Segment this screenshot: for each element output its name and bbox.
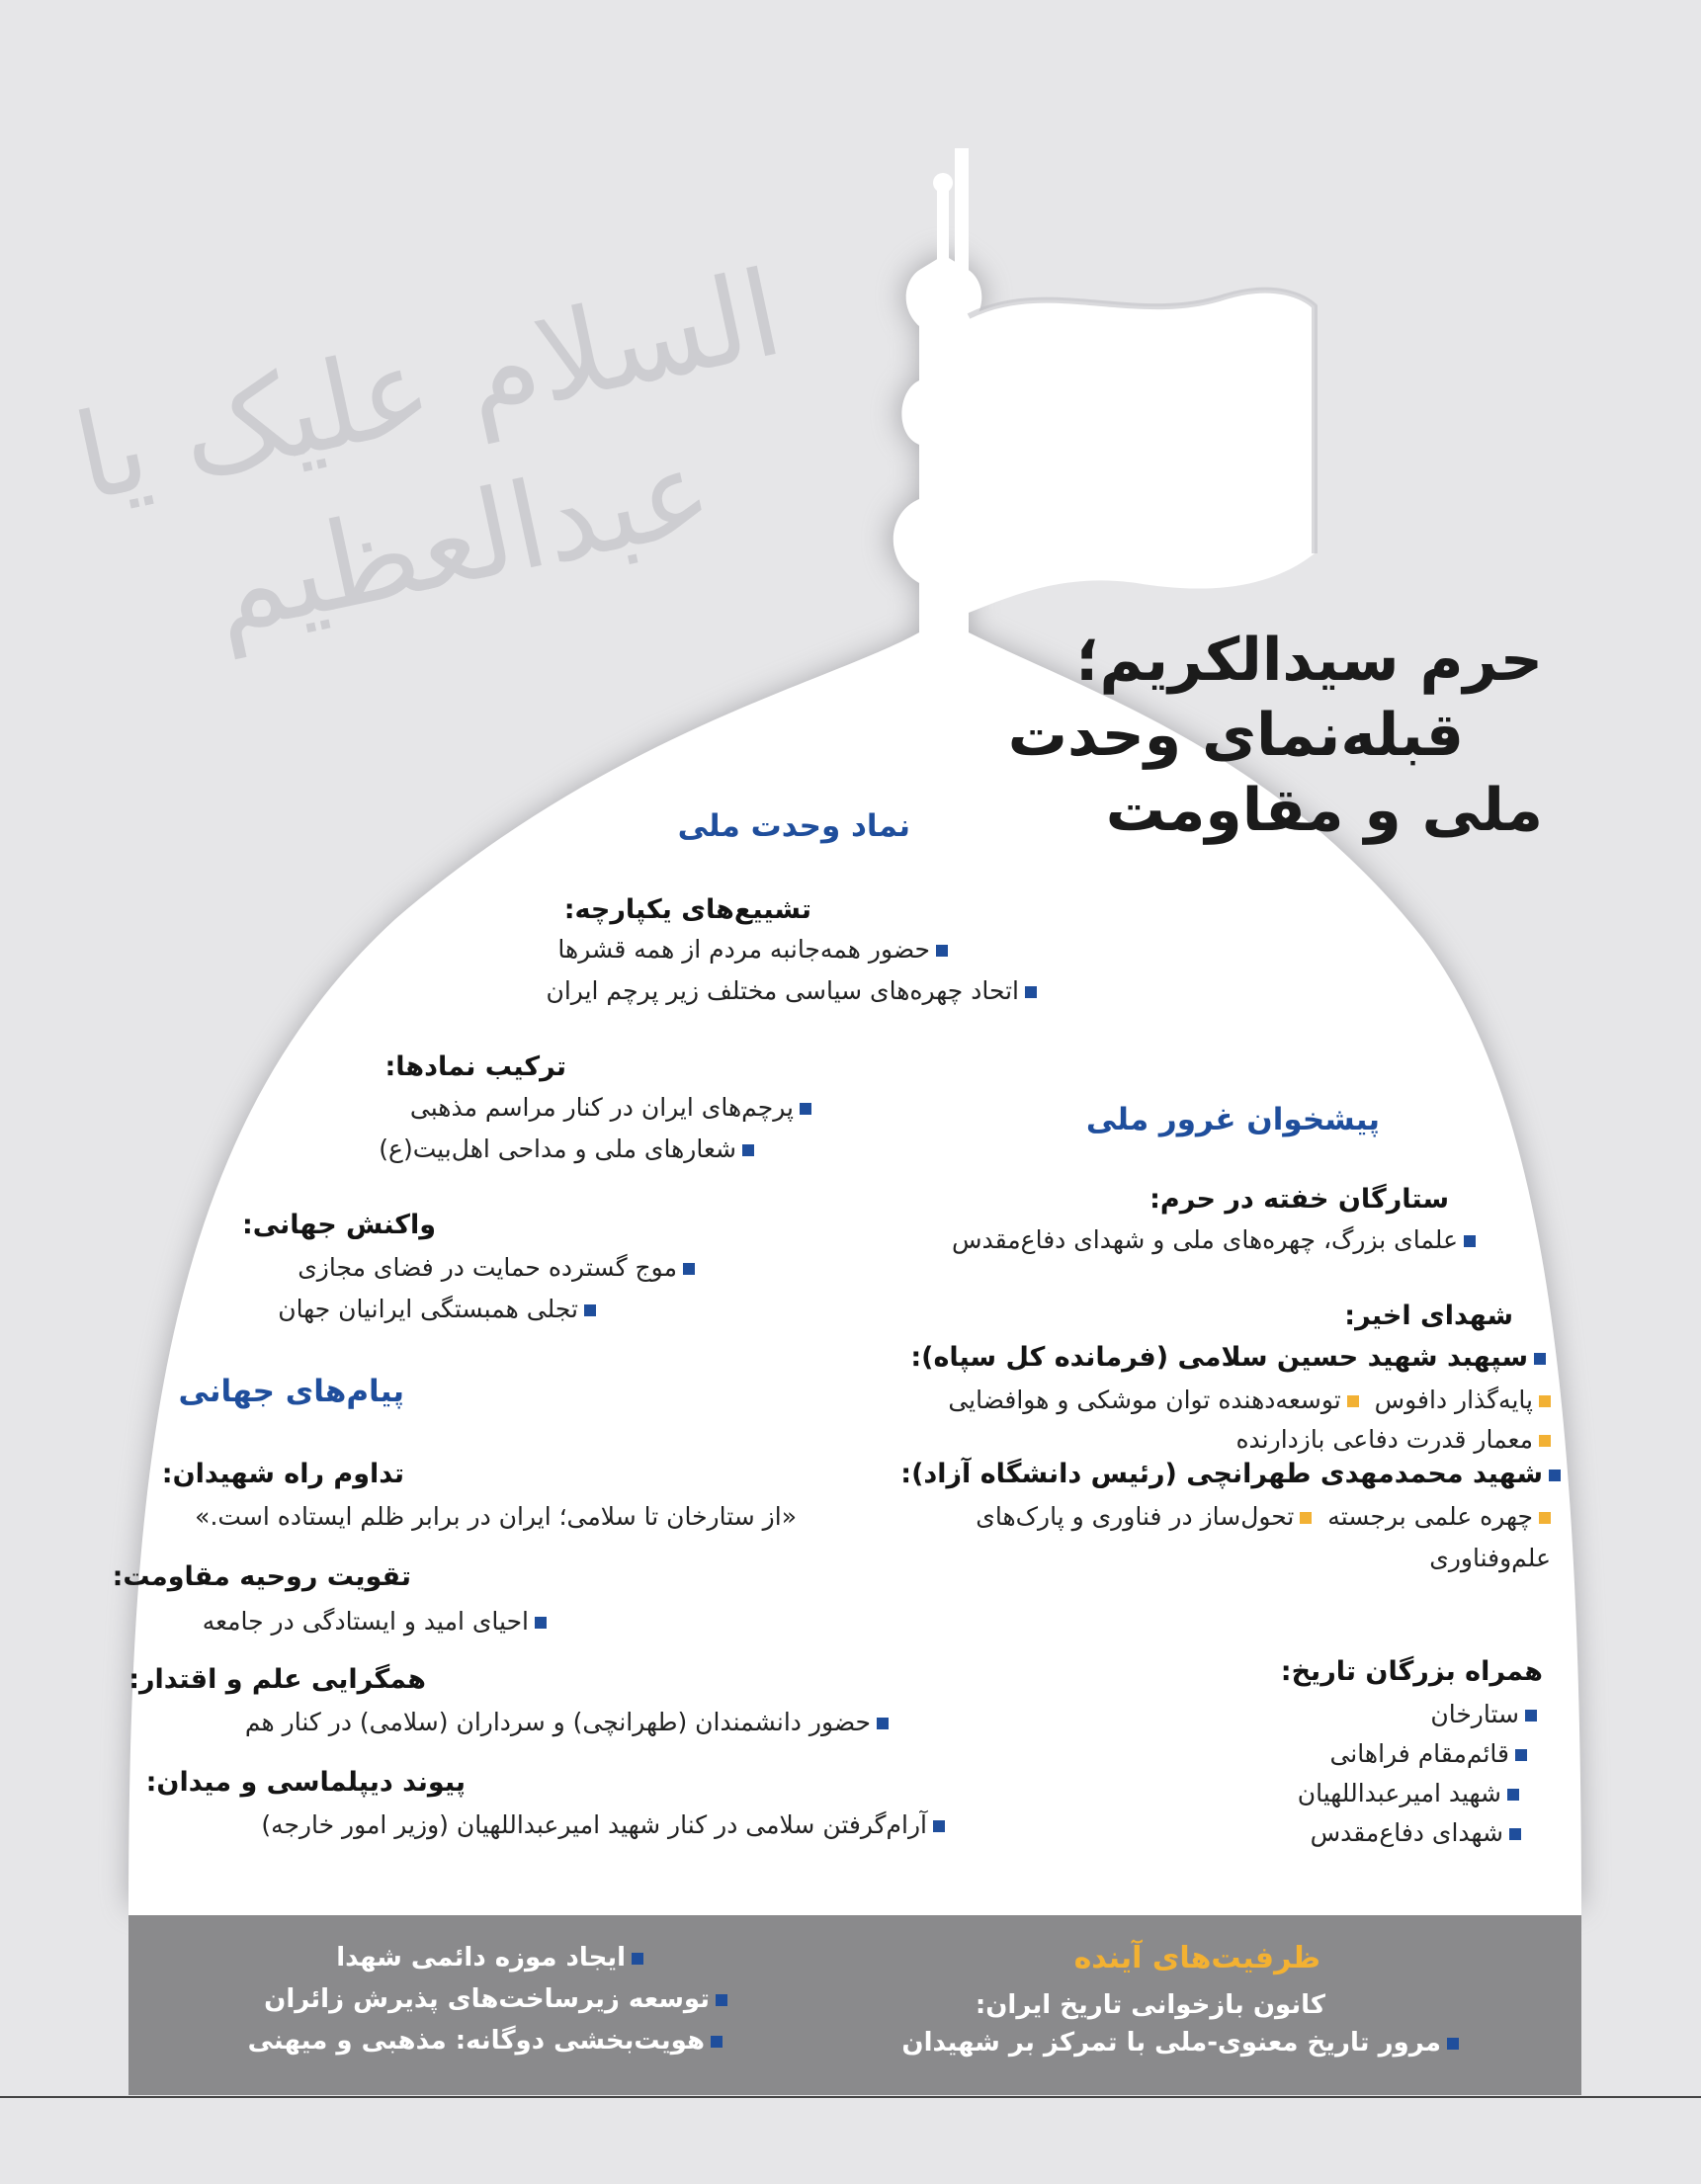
- recent-martyrs-title: شهدای اخیر:: [1344, 1301, 1513, 1331]
- unity-group-1-item-1: حضور همه‌جانبه مردم از همه قشرها: [557, 929, 948, 970]
- global-group-1-item-1: «از ستارخان تا سلامی؛ ایران در برابر ظلم ایستاده است.»: [195, 1502, 797, 1531]
- unity-group-2-title: ترکیب نمادها:: [384, 1051, 566, 1082]
- unity-group-3-title: واکنش جهانی:: [241, 1210, 436, 1240]
- unity-group-2-item-1: پرچم‌های ایران در کنار مراسم مذهبی: [410, 1087, 811, 1129]
- unity-group-1-item-2: اتحاد چهره‌های سیاسی مختلف زیر پرچم ایران: [546, 970, 1037, 1012]
- global-group-4-title: پیوند دیپلماسی و میدان:: [145, 1767, 466, 1798]
- greats-item-4: شهدای دفاع‌مقدس: [1311, 1812, 1521, 1854]
- global-group-2-item-1: احیای امید و ایستادگی در جامعه: [203, 1601, 547, 1642]
- greats-title: همراه بزرگان تاریخ:: [1280, 1656, 1543, 1687]
- tehranchi-title: شهید محمدمهدی طهرانچی (رئیس دانشگاه آزاد):: [900, 1459, 1561, 1489]
- global-group-4-item-1: آرام‌گرفتن سلامی در کنار شهید امیرعبداللهیان (وزیر امور خارجه): [261, 1805, 945, 1846]
- unity-group-3-item-1: موج گسترده حمایت در فضای مجازی: [298, 1247, 695, 1289]
- unity-group-1-title: تشییع‌های یکپارچه:: [563, 894, 811, 925]
- salami-item-3: معمار قدرت دفاعی بازدارنده: [1235, 1419, 1551, 1461]
- global-group-2-title: تقویت روحیه مقاومت:: [112, 1561, 411, 1592]
- salami-title: سپهبد شهید حسین سلامی (فرمانده کل سپاه):: [910, 1342, 1546, 1373]
- main-title: [1008, 623, 1543, 848]
- future-item-1: ایجاد موزه دائمی شهدا: [336, 1937, 643, 1978]
- future-item-2: توسعه زیرساخت‌های پذیرش زائران: [264, 1978, 727, 2020]
- greats-item-2: قائم‌مقام فراهانی: [1329, 1733, 1527, 1775]
- national-pride-heading: پیشخوان غرور ملی: [1085, 1102, 1380, 1137]
- calligraphy-watermark: السلام علیک یا عبدالعظیم: [63, 245, 793, 662]
- future-item-3: هویت‌بخشی دوگانه: مذهبی و میهنی: [248, 2020, 723, 2061]
- title-line-2: قبله‌نمای وحدت: [1007, 701, 1464, 770]
- future-center-title: کانون بازخوانی تاریخ ایران:: [975, 1990, 1325, 2020]
- title-line-1: حرم سیدالکریم؛: [1075, 626, 1543, 695]
- tehranchi-item-3: علم‌وفناوری: [1429, 1544, 1551, 1572]
- salami-items-row: پایه‌گذار دافوس توسعه‌دهنده توان موشکی و هوافضایی: [948, 1380, 1551, 1421]
- global-group-1-title: تداوم راه شهیدان:: [161, 1459, 404, 1489]
- greats-item-1: ستارخان: [1430, 1694, 1537, 1735]
- national-unity-heading: نماد وحدت ملی: [677, 808, 910, 844]
- title-line-3: ملی و مقاومت: [1105, 776, 1543, 845]
- unity-group-2-item-2: شعارهای ملی و مداحی اهل‌بیت(ع): [379, 1129, 754, 1170]
- global-messages-heading: پیام‌های جهانی: [178, 1374, 404, 1409]
- greats-item-3: شهید امیرعبداللهیان: [1298, 1773, 1519, 1814]
- unity-group-3-item-2: تجلی همبستگی ایرانیان جهان: [278, 1289, 596, 1330]
- tehranchi-items-row: چهره علمی برجسته تحول‌ساز در فناوری و پارک‌های: [976, 1496, 1551, 1538]
- global-group-3-title: همگرایی علم و اقتدار:: [128, 1664, 426, 1695]
- future-center-item: مرور تاریخ معنوی-ملی با تمرکز بر شهیدان: [901, 2022, 1459, 2063]
- future-heading: ظرفیت‌های آینده: [1073, 1941, 1320, 1975]
- stars-item-1: علمای بزرگ، چهره‌های ملی و شهدای دفاع‌مقدس: [952, 1219, 1476, 1261]
- stars-title: ستارگان خفته در حرم:: [1149, 1184, 1449, 1215]
- global-group-3-item-1: حضور دانشمندان (طهرانچی) و سرداران (سلامی) در کنار هم: [245, 1702, 889, 1743]
